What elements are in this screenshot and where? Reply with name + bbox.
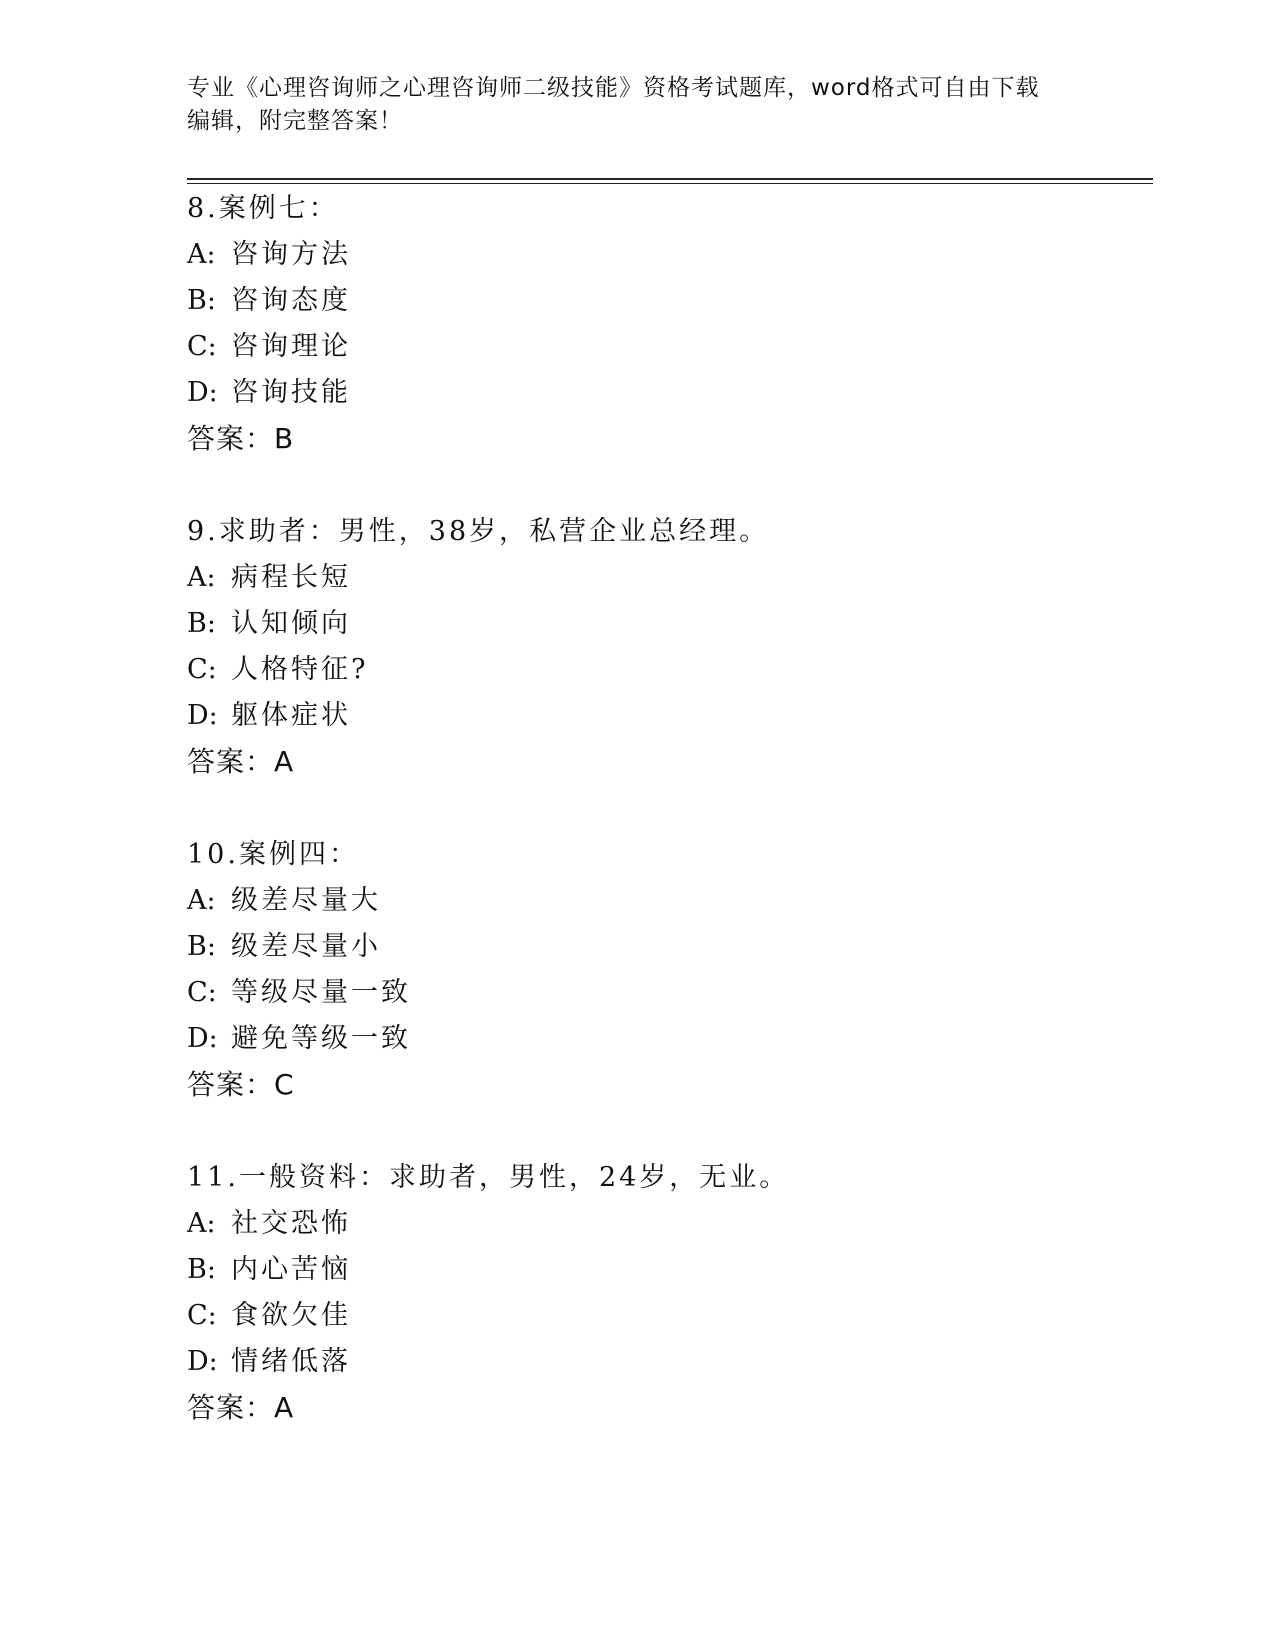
header-divider-thick bbox=[187, 178, 1153, 180]
question-9 bbox=[187, 509, 1147, 785]
option-letter: C: bbox=[187, 977, 217, 1008]
option-text: 情绪低落 bbox=[231, 1346, 351, 1377]
option-letter: B: bbox=[187, 1254, 216, 1285]
header-divider-thin bbox=[187, 183, 1153, 184]
option-text: 避免等级一致 bbox=[231, 1023, 411, 1054]
header-line-1: 专业《心理咨询师之心理咨询师二级技能》资格考试题库，word格式可自由下载 bbox=[187, 75, 1040, 101]
option-text: 认知倾向 bbox=[231, 608, 351, 639]
option-letter: D: bbox=[187, 1023, 218, 1054]
option-letter: A: bbox=[187, 885, 216, 916]
option-a bbox=[187, 1201, 1147, 1247]
option-text: 级差尽量小 bbox=[231, 931, 381, 962]
option-text: 躯体症状 bbox=[231, 700, 351, 731]
option-c bbox=[187, 1293, 1147, 1339]
option-d bbox=[187, 1339, 1147, 1385]
question-list bbox=[187, 186, 1147, 1478]
option-letter: C: bbox=[187, 654, 217, 685]
question-stem: 11.一般资料：求助者，男性，24岁，无业。 bbox=[187, 1162, 790, 1193]
option-text: 社交恐怖 bbox=[231, 1208, 351, 1239]
option-text: 病程长短 bbox=[231, 562, 351, 593]
option-text: 咨询方法 bbox=[231, 239, 351, 270]
option-c bbox=[187, 324, 1147, 370]
option-letter: A: bbox=[187, 562, 216, 593]
option-text: 内心苦恼 bbox=[231, 1254, 351, 1285]
option-b bbox=[187, 601, 1147, 647]
answer-line: 答案：B bbox=[187, 422, 295, 455]
option-b bbox=[187, 924, 1147, 970]
option-d bbox=[187, 370, 1147, 416]
document-header bbox=[187, 72, 1067, 138]
option-d bbox=[187, 693, 1147, 739]
option-letter: A: bbox=[187, 1208, 216, 1239]
answer-line: 答案：A bbox=[187, 745, 295, 778]
option-letter: B: bbox=[187, 608, 216, 639]
option-text: 人格特征? bbox=[231, 654, 369, 685]
header-line-2: 编辑，附完整答案！ bbox=[187, 108, 403, 134]
option-d bbox=[187, 1016, 1147, 1062]
option-letter: C: bbox=[187, 1300, 217, 1331]
option-text: 级差尽量大 bbox=[231, 885, 381, 916]
question-stem: 8.案例七： bbox=[187, 193, 339, 224]
question-10 bbox=[187, 832, 1147, 1108]
question-11 bbox=[187, 1155, 1147, 1431]
answer-line: 答案：A bbox=[187, 1391, 295, 1424]
option-b bbox=[187, 1247, 1147, 1293]
option-c bbox=[187, 970, 1147, 1016]
option-letter: D: bbox=[187, 377, 218, 408]
option-letter: D: bbox=[187, 1346, 218, 1377]
option-c bbox=[187, 647, 1147, 693]
question-stem: 10.案例四： bbox=[187, 839, 359, 870]
option-text: 食欲欠佳 bbox=[231, 1300, 351, 1331]
option-text: 等级尽量一致 bbox=[231, 977, 411, 1008]
option-letter: B: bbox=[187, 931, 216, 962]
option-letter: C: bbox=[187, 331, 217, 362]
question-stem: 9.求助者：男性，38岁，私营企业总经理。 bbox=[187, 516, 770, 547]
option-letter: A: bbox=[187, 239, 216, 270]
option-a bbox=[187, 878, 1147, 924]
option-b bbox=[187, 278, 1147, 324]
answer-line: 答案：C bbox=[187, 1068, 295, 1101]
question-8 bbox=[187, 186, 1147, 462]
option-a bbox=[187, 555, 1147, 601]
option-a bbox=[187, 232, 1147, 278]
option-text: 咨询态度 bbox=[231, 285, 351, 316]
option-text: 咨询技能 bbox=[231, 377, 351, 408]
option-letter: D: bbox=[187, 700, 218, 731]
option-text: 咨询理论 bbox=[231, 331, 351, 362]
option-letter: B: bbox=[187, 285, 216, 316]
